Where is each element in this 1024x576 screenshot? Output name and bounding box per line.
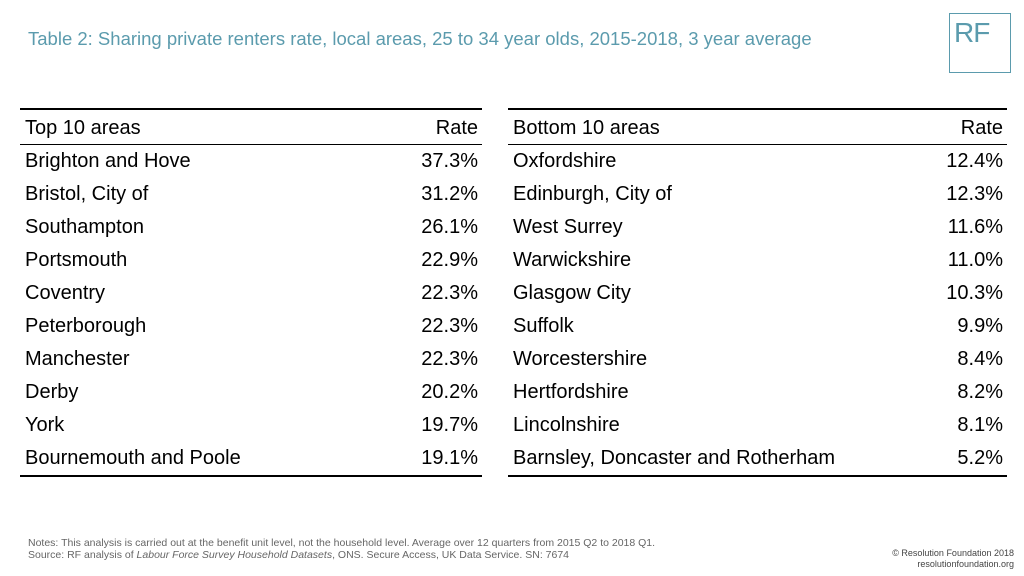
area-name: Coventry	[25, 282, 106, 304]
notes-text: Notes: This analysis is carried out at the benefit unit level, not the household level. Average over 12 quarters from 2015 Q2 to 2018 Q1.	[28, 537, 656, 549]
rate-value: 5.2%	[957, 447, 1003, 469]
table-row	[20, 145, 482, 178]
table-row	[508, 211, 1007, 244]
table-row	[20, 310, 482, 343]
table-row	[20, 244, 482, 277]
rate-value: 20.2%	[421, 381, 478, 403]
column-header-area: Top 10 areas	[25, 117, 141, 139]
rate-value: 8.2%	[957, 381, 1003, 403]
rate-value: 9.9%	[957, 315, 1003, 337]
table-row	[20, 211, 482, 244]
area-name: Glasgow City	[513, 282, 631, 304]
area-name: Peterborough	[25, 315, 147, 337]
area-name: West Surrey	[513, 216, 623, 238]
copyright-text: © Resolution Foundation 2018	[892, 548, 1014, 558]
area-name: Warwickshire	[513, 249, 632, 271]
rate-value: 22.9%	[421, 249, 478, 271]
rate-value: 37.3%	[421, 150, 478, 172]
area-name: Manchester	[25, 348, 130, 370]
source-text	[28, 549, 655, 561]
table-row	[508, 310, 1007, 343]
area-name: Hertfordshire	[513, 381, 629, 403]
rate-value: 22.3%	[421, 282, 478, 304]
area-name: Worcestershire	[513, 348, 648, 370]
area-name: Edinburgh, City of	[513, 183, 672, 205]
area-name: York	[25, 414, 65, 436]
bottom-10-table	[508, 108, 1007, 477]
area-name: Southampton	[25, 216, 144, 238]
table-header	[508, 110, 1007, 145]
rate-value: 10.3%	[946, 282, 1003, 304]
area-name: Derby	[25, 381, 79, 403]
area-name: Brighton and Hove	[25, 150, 191, 172]
column-header-area: Bottom 10 areas	[513, 117, 660, 139]
copyright	[892, 548, 1014, 570]
area-name: Bournemouth and Poole	[25, 447, 241, 469]
source-prefix: Source: RF analysis of	[28, 549, 137, 561]
table-row	[20, 178, 482, 211]
column-header-rate: Rate	[435, 117, 478, 139]
table-row	[508, 376, 1007, 409]
rate-value: 8.1%	[957, 414, 1003, 436]
source-dataset: Labour Force Survey Household Datasets	[136, 549, 333, 561]
area-name: Oxfordshire	[513, 150, 617, 172]
rate-value: 22.3%	[421, 348, 478, 370]
table-row	[20, 277, 482, 310]
top-10-table	[20, 108, 482, 477]
rate-value: 31.2%	[421, 183, 478, 205]
table-row	[508, 409, 1007, 442]
rate-value: 11.0%	[947, 249, 1003, 271]
rate-value: 12.4%	[946, 150, 1003, 172]
source-suffix: , ONS. Secure Access, UK Data Service. SN: 7674	[332, 549, 570, 561]
rate-value: 12.3%	[946, 183, 1003, 205]
footnotes	[28, 537, 655, 561]
table-row	[20, 409, 482, 442]
table-row	[508, 442, 1007, 475]
rate-value: 26.1%	[421, 216, 478, 238]
column-header-rate: Rate	[960, 117, 1003, 139]
table-header	[20, 110, 482, 145]
table-row	[20, 343, 482, 376]
page-title: Table 2: Sharing private renters rate, local areas, 25 to 34 year olds, 2015-2018, 3 year average	[28, 28, 812, 49]
area-name: Barnsley, Doncaster and Rotherham	[513, 447, 836, 469]
rate-value: 8.4%	[957, 348, 1003, 370]
table-row	[508, 343, 1007, 376]
table-row	[508, 178, 1007, 211]
rate-value: 19.7%	[421, 414, 478, 436]
rate-value: 19.1%	[421, 447, 478, 469]
table-row	[508, 145, 1007, 178]
table-body	[20, 145, 482, 475]
area-name: Lincolnshire	[513, 414, 620, 436]
website-link[interactable]: resolutionfoundation.org	[917, 559, 1014, 569]
area-name: Portsmouth	[25, 249, 128, 271]
rf-logo: RF	[949, 13, 1011, 73]
table-row	[508, 244, 1007, 277]
table-row	[20, 376, 482, 409]
area-name: Suffolk	[513, 315, 574, 337]
table-body	[508, 145, 1007, 475]
rate-value: 11.6%	[947, 216, 1003, 238]
rate-value: 22.3%	[421, 315, 478, 337]
table-row	[508, 277, 1007, 310]
table-row	[20, 442, 482, 475]
area-name: Bristol, City of	[25, 183, 149, 205]
